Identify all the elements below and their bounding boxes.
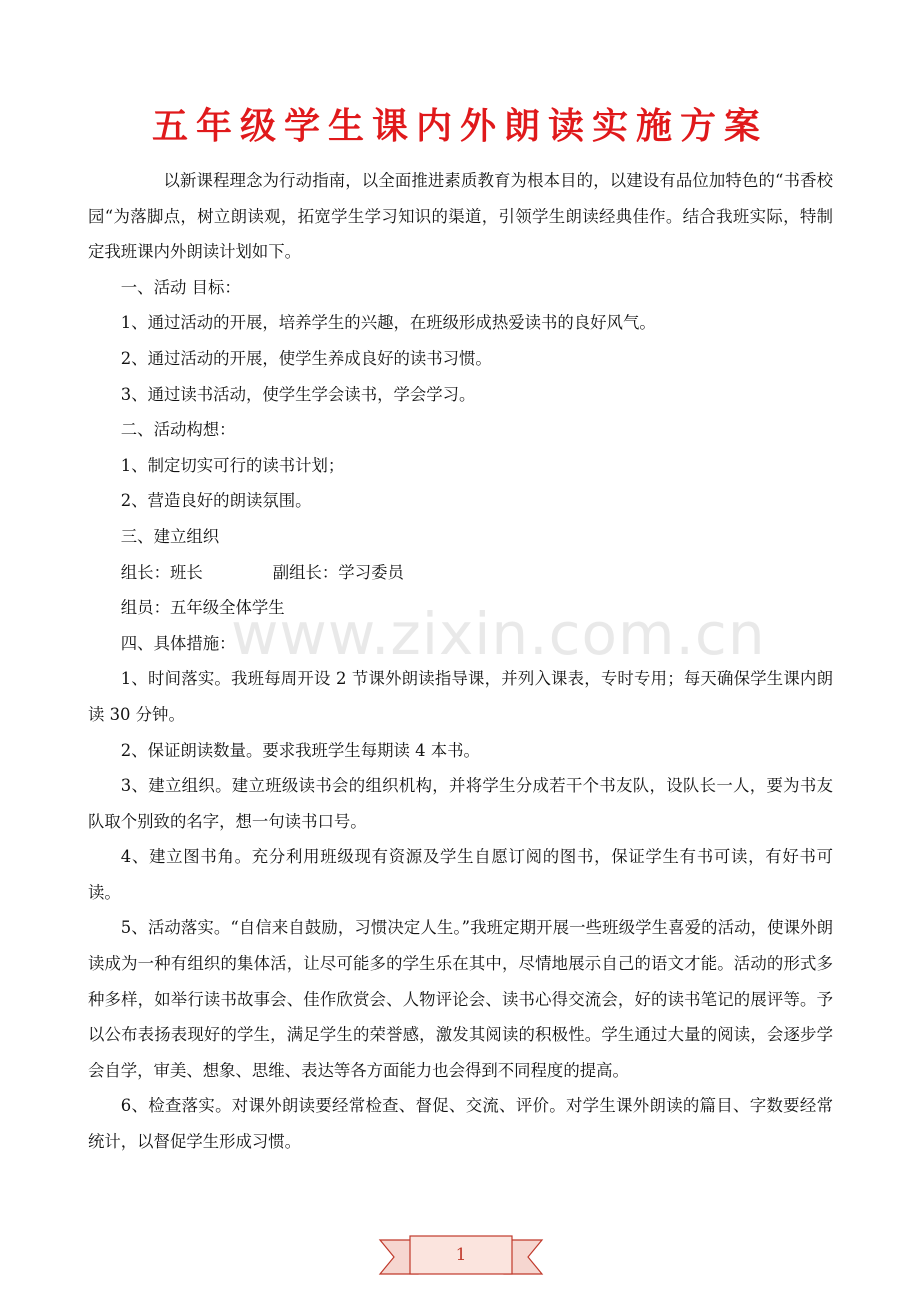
leader-text: 组长：班长 — [120, 562, 203, 582]
document-body — [88, 163, 833, 1160]
org-leaders-line — [88, 555, 833, 591]
measure-item: 6、检查落实。对课外朗读要经常检查、督促、交流、评价。对学生课外朗读的篇目、字数要经常统计，以督促学生形成习惯。 — [88, 1096, 833, 1152]
org-members: 组员：五年级全体学生 — [120, 598, 285, 618]
measure-item: 4、建立图书角。充分利用班级现有资源及学生自愿订阅的图书，保证学生有书可读，有好书可读。 — [88, 847, 833, 902]
goal-item: 3、通过读书活动，使学生学会读书，学会学习。 — [120, 384, 476, 404]
measure-item: 5、活动落实。“自信来自鼓励，习惯决定人生。”我班定期开展一些班级学生喜爱的活动，使课外朗读成为一种有组织的集体活，让尽可能多的学生乐在其中，尽情地展示自己的语文才能。活动的形式多种多样，如举行读书故事会、佳作欣赏会、人物评论会、读书心得交流会，好的读书笔记的展评等。予以公布表扬表现好的学生，满足学生的荣誉感，激发其阅读的积极性。学生通过大量的阅读，会逐步学会自学，审美、想象、思维、表达等各方面能力也会得到不同程度的提高。 — [88, 918, 833, 1080]
measure-item: 3、建立组织。建立班级读书会的组织机构，并将学生分成若干个书友队，设队长一人，要为书友队取个别致的名字，想一句读书口号。 — [88, 776, 833, 831]
page-number: 1 — [455, 1245, 467, 1265]
idea-item: 1、制定切实可行的读书计划； — [120, 455, 345, 475]
section-heading-measures: 四、具体措施： — [120, 633, 236, 653]
document-title: 五年级学生课内外朗读实施方案 — [151, 105, 768, 147]
watermark: www.zixin.com.cn — [231, 600, 766, 668]
goal-item: 2、通过活动的开展，使学生养成良好的读书习惯。 — [120, 348, 492, 368]
section-heading-ideas: 二、活动构想： — [120, 420, 236, 440]
section-heading-goals: 一、活动 目标： — [120, 277, 241, 297]
deputy-text: 副组长：学习委员 — [272, 562, 404, 582]
measure-item: 1、时间落实。我班每周开设 2 节课外朗读指导课，并列入课表，专时专用；每天确保学生课内朗读 30 分钟。 — [88, 669, 833, 724]
idea-item: 2、营造良好的朗读氛围。 — [120, 491, 312, 511]
intro-paragraph: 以新课程理念为行动指南，以全面推进素质教育为根本目的，以建设有品位加特色的“书香校园“为落脚点，树立朗读观，拓宽学生学习知识的渠道，引领学生朗读经典佳作。结合我班实际，特制定我班课内外朗读计划如下。 — [88, 171, 833, 262]
measure-item: 2、保证朗读数量。要求我班学生每期读 4 本书。 — [120, 740, 480, 760]
page-number-badge — [378, 1232, 544, 1282]
goal-item: 1、通过活动的开展，培养学生的兴趣，在班级形成热爱读书的良好风气。 — [120, 313, 656, 333]
section-heading-organization: 三、建立组织 — [120, 526, 220, 546]
